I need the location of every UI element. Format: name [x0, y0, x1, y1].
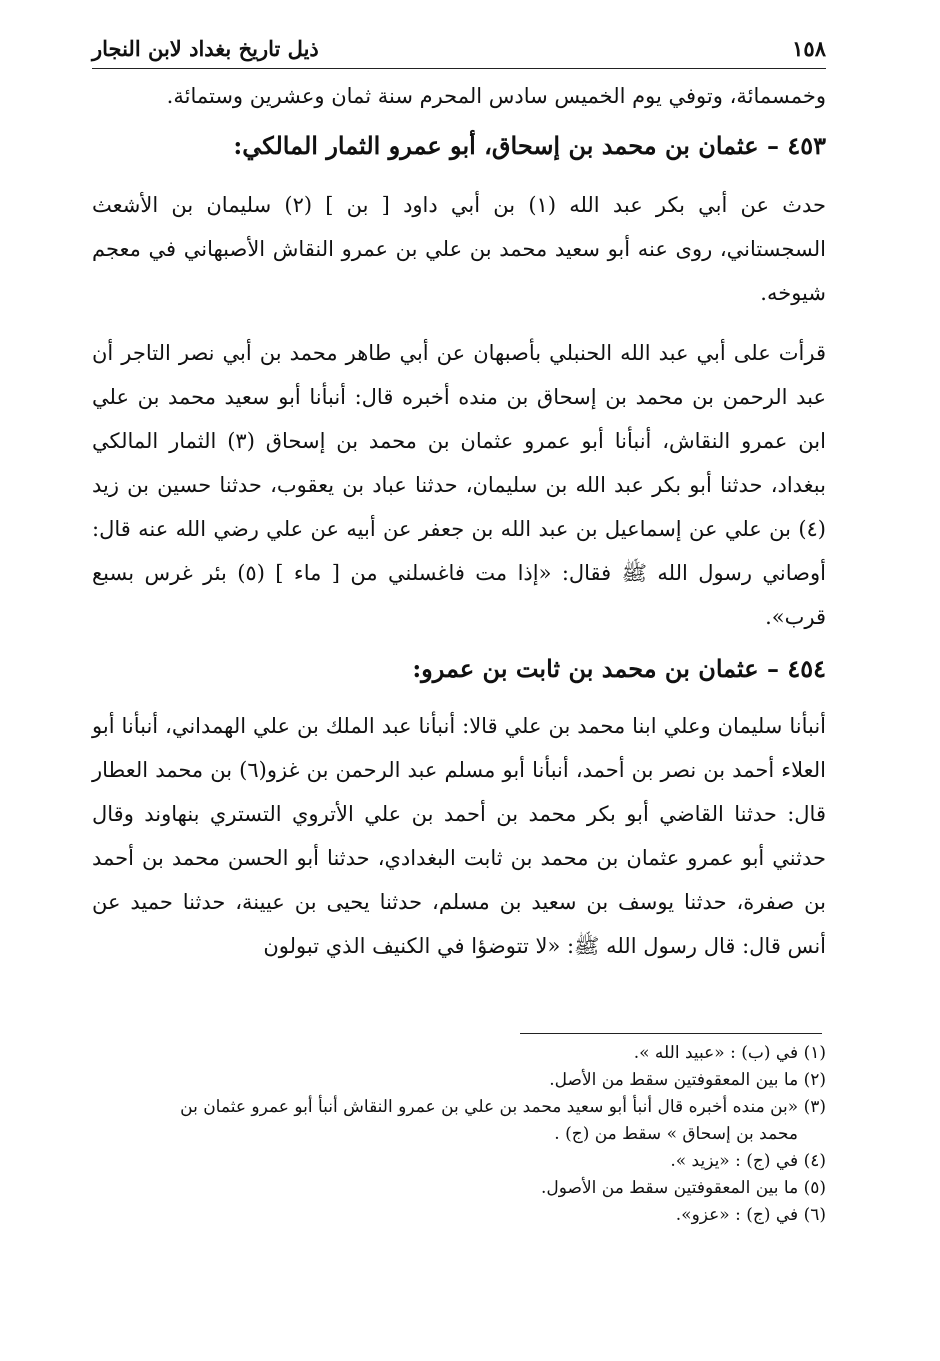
page-header	[92, 30, 826, 66]
intro-line: وخمسمائة، وتوفي يوم الخميس سادس المحرم سنة ثمان وعشرين وستمائة.	[166, 84, 826, 108]
footnote-4: (٤) في (ج) : «يزيد ».	[670, 1151, 826, 1171]
page-number: ١٥٨	[792, 35, 826, 61]
header-rule	[92, 68, 826, 69]
running-title: ذيل تاريخ بغداد لابن النجار	[92, 35, 319, 61]
footnote-3: (٣) «بن منده أخبره قال أنبأ أبو سعيد محمد بن علي بن عمرو النقاش أنبأ أبو عمرو عثمان بن	[180, 1097, 826, 1117]
entry-454-heading: ٤٥٤ – عثمان بن محمد بن ثابت بن عمرو:	[412, 654, 826, 683]
footnotes	[92, 1040, 826, 1229]
footnote-1: (١) في (ب) : «عبيد الله ».	[633, 1043, 826, 1063]
footnote-5: (٥) ما بين المعقوفتين سقط من الأصول.	[541, 1178, 826, 1198]
entry-453-paragraph-2: قرأت على أبي عبد الله الحنبلي بأصبهان عن أبي طاهر محمد بن أبي نصر التاجر أن عبد الرحمن بن محمد بن إسحاق بن منده أخبره قال: أنبأنا أبو سعيد محمد بن علي ابن عمرو النقاش، أنبأنا أبو عمرو عثمان بن محمد بن إسحاق (٣) الثمار المالكي ببغداد، حدثنا أبو بكر عبد الله بن سليمان، حدثنا عباد بن يعقوب، حدثنا حسين بن زيد (٤) بن علي عن إسماعيل بن عبد الله بن جعفر عن أبيه عن علي رضي الله عنه قال: أوصاني رسول الله ﷺ فقال: «إذا مت فاغسلني من [ ماء ] (٥) بئر غرس بسبع قرب».	[92, 341, 826, 629]
footnote-6: (٦) في (ج) : «عزو».	[675, 1205, 826, 1225]
footnote-3-continued: محمد بن إسحاق » سقط من (ج) .	[554, 1124, 798, 1144]
entry-453-paragraph-1: حدث عن أبي بكر عبد الله (١) بن أبي داود [ بن ] (٢) سليمان بن الأشعث السجستاني، روى عنه أبو سعيد محمد بن علي بن عمرو النقاش الأصبهاني في معجم شيوخه.	[92, 193, 826, 305]
entry-454-paragraph-1: أنبأنا سليمان وعلي ابنا محمد بن علي قالا: أنبأنا عبد الملك بن علي الهمداني، أنبأنا أبو العلاء أحمد بن نصر بن أحمد، أنبأنا أبو مسلم عبد الرحمن بن غزو(٦) بن محمد العطار قال: حدثنا القاضي أبو بكر محمد بن أحمد بن علي الأتروي التستري بنهاوند وقال حدثني أبو عمرو عثمان بن محمد بن ثابت البغدادي، حدثنا أبو الحسن محمد بن أحمد بن صفرة، حدثنا يوسف بن سعيد بن مسلم، حدثنا يحيى بن عيينة، حدثنا حميد عن أنس قال: قال رسول الله ﷺ: «لا تتوضؤا في الكنيف الذي تبولون	[92, 714, 827, 958]
footnote-separator	[520, 1033, 822, 1034]
footnote-2: (٢) ما بين المعقوفتين سقط من الأصل.	[549, 1070, 826, 1090]
entry-453-heading: ٤٥٣ – عثمان بن محمد بن إسحاق، أبو عمرو الثمار المالكي:	[233, 131, 826, 160]
